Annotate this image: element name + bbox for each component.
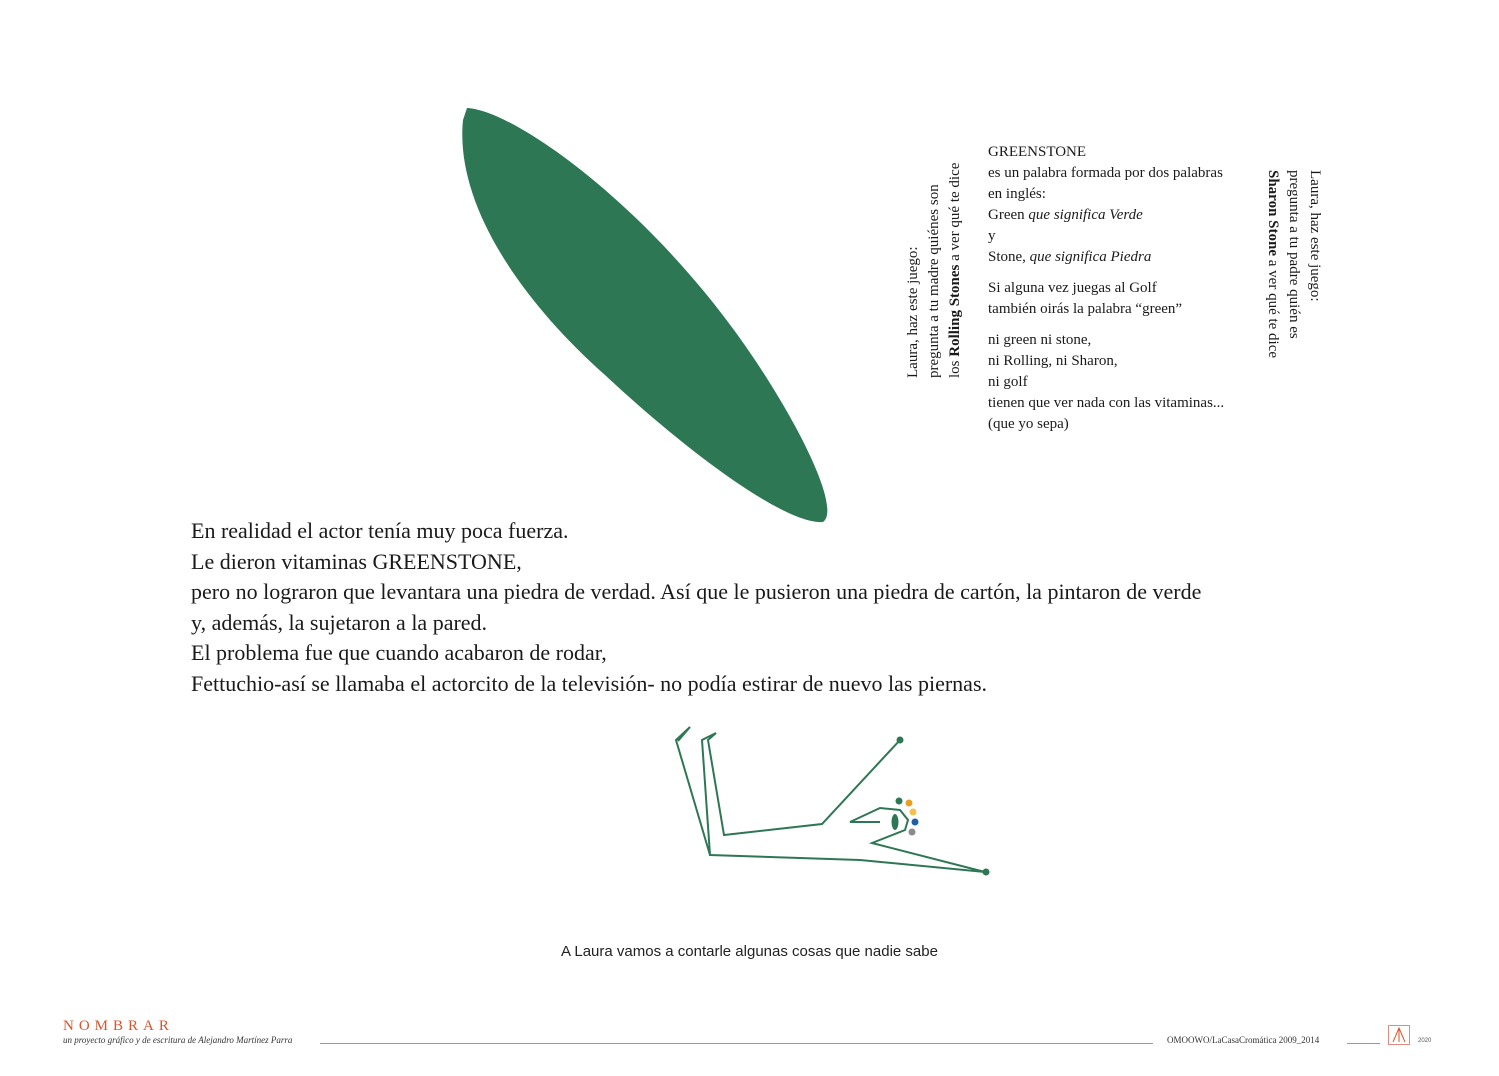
logo-icon: [1389, 1026, 1409, 1044]
info-title: GREENSTONE: [988, 144, 1087, 160]
closing-line-5: (que yo sepa): [988, 416, 1069, 432]
info-line-3: [988, 205, 1224, 226]
info-line-4: y: [988, 228, 996, 244]
story-line-5: El problema fue que cuando acabaron de rodar,: [191, 640, 607, 665]
green-stone-shape: [455, 100, 835, 530]
info-line-2: en inglés:: [988, 186, 1046, 202]
story-text: [191, 516, 1391, 699]
right-vertical-note: [1262, 170, 1325, 358]
left-vertical-note: [903, 163, 966, 378]
brand-subtitle: un proyecto gráfico y de escritura de Alejandro Martínez Parra: [63, 1035, 293, 1045]
brand-title: NOMBRAR: [63, 1018, 174, 1034]
story-line-1: En realidad el actor tenía muy poca fuerza.: [191, 518, 569, 543]
info-stone-word: Stone,: [988, 249, 1030, 265]
right-note-line-2: pregunta a tu padre quién es: [1286, 170, 1302, 339]
caption: A Laura vamos a contarle algunas cosas que nadie sabe: [561, 943, 938, 960]
stick-figure-illustration: [668, 722, 998, 882]
footer-credits: OMOOWO/LaCasaCromática 2009_2014: [1167, 1035, 1320, 1045]
right-note-line-3-end: a ver qué te dice: [1265, 256, 1281, 359]
logo-mark: [1388, 1025, 1410, 1045]
left-note-line-1: Laura, haz este juego:: [905, 246, 921, 378]
info-line-1: es un palabra formada por dos palabras: [988, 165, 1223, 181]
footer-rule-right: [1347, 1043, 1380, 1044]
footer-year: 2020: [1418, 1038, 1432, 1044]
golf-line-2: también oirás la palabra “green”: [988, 301, 1183, 317]
sharon-stone-label: Sharon Stone: [1265, 170, 1281, 257]
story-line-6: Fettuchio-así se llamaba el actorcito de la televisión- no podía estirar de nuevo las piernas.: [191, 670, 988, 696]
closing-line-2: ni Rolling, ni Sharon,: [988, 353, 1118, 369]
right-note-line-3: [1262, 170, 1283, 358]
right-note-line-1: Laura, haz este juego:: [1307, 170, 1323, 302]
info-green-word: Green: [988, 207, 1029, 223]
info-stone-meaning: que significa Piedra: [1029, 249, 1152, 265]
golf-line-1: Si alguna vez juegas al Golf: [988, 280, 1157, 296]
left-note-line-3-start: los: [947, 356, 963, 378]
rolling-stones-label: Rolling Stones: [947, 264, 963, 357]
story-line-3: pero no lograron que levantara una piedra de verdad. Así que le pusieron una piedra de cartón, la pintaron de verde: [191, 579, 1202, 604]
footer-rule-left: [320, 1043, 1153, 1044]
closing-line-3: ni golf: [988, 374, 1028, 390]
closing-line-1: ni green ni stone,: [988, 332, 1092, 348]
story-line-4: y, además, la sujetaron a la pared.: [191, 609, 488, 635]
closing-line-4: tienen que ver nada con las vitaminas...: [988, 395, 1225, 411]
info-line-5: [988, 247, 1224, 268]
greenstone-info: [988, 142, 1224, 435]
left-note-line-3-end: a ver qué te dice: [947, 162, 963, 265]
left-note-line-3: [945, 163, 966, 378]
story-line-2: Le dieron vitaminas GREENSTONE,: [191, 548, 522, 574]
left-note-line-2: pregunta a tu madre quiénes son: [926, 184, 942, 378]
info-green-meaning: que significa Verde: [1028, 207, 1143, 223]
